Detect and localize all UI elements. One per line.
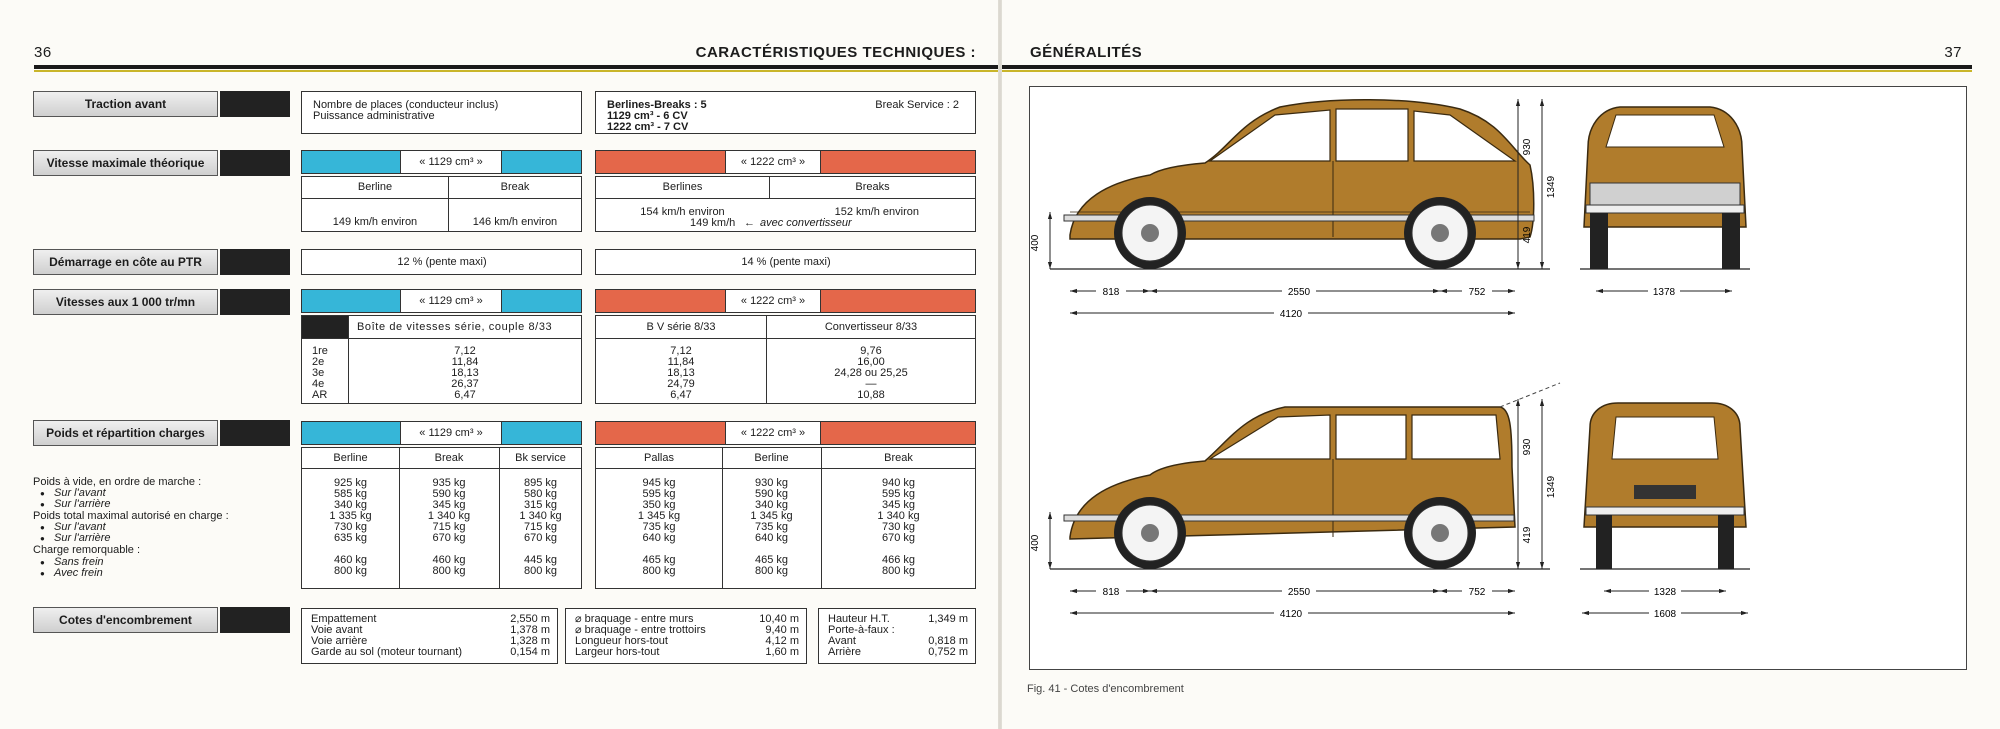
cotes-value: 1,349 m — [928, 613, 968, 625]
bv-1222-header: B V série 8/33 — [646, 321, 716, 333]
weight-value: 1 335 kg — [329, 510, 372, 522]
label-marker — [220, 91, 290, 117]
poids-col-bkservice-1129 — [499, 448, 582, 590]
weight-value: 800 kg — [881, 565, 916, 577]
ratio-1129: 6,47 — [454, 389, 476, 401]
weight-value: 730 kg — [881, 521, 916, 533]
vitesses-table-1222 — [595, 315, 976, 404]
weight-value: 460 kg — [432, 554, 466, 566]
weight-value: 640 kg — [642, 532, 676, 544]
weight-value: 800 kg — [523, 565, 558, 577]
poids-col-break-1222 — [821, 448, 976, 590]
ratio-1222: 11,84 — [667, 356, 695, 368]
bv-1129-header: Boîte de vitesses série, couple 8/33 — [357, 321, 553, 333]
dim-419-bottom: 419 — [1522, 526, 1533, 544]
cotes-label: Avant — [828, 635, 856, 647]
dim-2550-bottom: 2550 — [1287, 587, 1311, 598]
vitesses-table-1129 — [301, 315, 582, 404]
dim-1328: 1328 — [1653, 587, 1677, 598]
weight-value: 735 kg — [754, 521, 789, 533]
traction-box-2 — [595, 91, 976, 134]
col-break: Break — [434, 452, 464, 464]
cotes-box-2 — [565, 608, 807, 664]
weight-value: 735 kg — [642, 521, 676, 533]
poids-row-label: Sur l'arrière — [54, 532, 111, 544]
poids-row-label: Sur l'avant — [54, 487, 106, 499]
engine-1222-label: « 1222 cm³ » — [725, 421, 821, 445]
engine-1222-label: « 1222 cm³ » — [725, 289, 821, 313]
weight-value: 895 kg — [523, 477, 558, 489]
weight-value: 1 340 kg — [877, 510, 920, 522]
engine-1129-label: « 1129 cm³ » — [400, 289, 502, 313]
label-cotes: Cotes d'encombrement — [33, 607, 218, 633]
dim-1378: 1378 — [1652, 287, 1676, 298]
ratio-1129: 18,13 — [451, 367, 479, 379]
header-rule-accent — [1002, 70, 1972, 72]
gear-ar: AR — [312, 389, 328, 401]
engine-1222-label: « 1222 cm³ » — [725, 150, 821, 174]
page-number-left: 36 — [34, 44, 52, 61]
weight-value: 1 345 kg — [750, 510, 793, 522]
cv-1222: 1222 cm³ - 7 CV — [607, 121, 689, 133]
cotes-label: Porte-à-faux : — [828, 624, 895, 636]
bullet-icon: ● — [40, 489, 45, 498]
cotes-value: 1,60 m — [765, 646, 799, 658]
weight-value: 930 kg — [754, 477, 789, 489]
cotes-value: 4,12 m — [765, 635, 799, 647]
engine-1129-label: « 1129 cm³ » — [400, 421, 502, 445]
dim-818-bottom: 818 — [1102, 587, 1120, 598]
weight-value: 800 kg — [754, 565, 789, 577]
ratio-conv: 9,76 — [860, 345, 882, 357]
weight-value: 730 kg — [333, 521, 368, 533]
poids-row-label: Charge remorquable : — [33, 544, 141, 556]
poids-col-pallas-1222 — [596, 448, 722, 590]
cotes-label: Hauteur H.T. — [828, 613, 890, 625]
dim-419-top: 419 — [1522, 226, 1533, 244]
label-demarrage: Démarrage en côte au PTR — [33, 249, 218, 275]
rear-window — [1612, 417, 1718, 459]
cv-1129: 1129 cm³ - 6 CV — [607, 110, 688, 122]
cotes-box-1 — [301, 608, 558, 664]
weight-value: 350 kg — [642, 499, 676, 511]
arrow-icon: ← — [744, 217, 755, 229]
weight-value: 340 kg — [754, 499, 789, 511]
ratio-conv: 16,00 — [857, 356, 885, 368]
weight-value: 345 kg — [432, 499, 466, 511]
weight-value: 466 kg — [881, 554, 916, 566]
dim-752-bottom: 752 — [1468, 587, 1486, 598]
weight-value: 670 kg — [432, 532, 466, 544]
berline-front-view — [1584, 107, 1746, 269]
gear-3: 3e — [312, 367, 325, 379]
ratio-1129: 11,84 — [451, 356, 479, 368]
gear-4: 4e — [312, 378, 325, 390]
weight-value: 595 kg — [881, 488, 916, 500]
ratio-conv: 10,88 — [857, 389, 885, 401]
v-berline-1222: 154 km/h environ — [640, 206, 725, 218]
label-marker — [220, 289, 290, 315]
col-pallas: Pallas — [644, 452, 674, 464]
bullet-icon: ● — [40, 500, 45, 509]
weight-value: 465 kg — [642, 554, 676, 566]
cotes-value: 0,818 m — [928, 635, 968, 647]
label-marker — [220, 249, 290, 275]
col-break: Break — [884, 452, 913, 464]
poids-row-label: Sur l'arrière — [54, 498, 111, 510]
weight-value: 340 kg — [333, 499, 368, 511]
poids-row-label: Avec frein — [54, 567, 103, 579]
cotes-label: Empattement — [311, 613, 377, 625]
weight-value: 580 kg — [523, 488, 558, 500]
demarrage-1222: 14 % (pente maxi) — [741, 256, 831, 268]
weight-value: 1 345 kg — [637, 510, 681, 522]
cotes-label: Garde au sol (moteur tournant) — [311, 646, 463, 658]
cotes-label: ⌀ braquage - entre murs — [575, 613, 694, 625]
left-page — [0, 0, 998, 729]
weight-value: 670 kg — [523, 532, 558, 544]
tailgate-open-dash — [1500, 383, 1560, 407]
weight-value: 940 kg — [881, 477, 916, 489]
ratio-1222: 6,47 — [670, 389, 692, 401]
places-value: Berlines-Breaks : 5 — [607, 99, 707, 111]
weight-value: 595 kg — [642, 488, 676, 500]
dim-400-top: 400 — [1030, 234, 1041, 252]
dim-930-top: 930 — [1522, 138, 1533, 156]
header-rule-accent — [34, 70, 998, 72]
window-middle — [1336, 109, 1408, 161]
break-side-view — [1064, 383, 1560, 569]
vitesse-table-1129 — [301, 176, 582, 232]
header-rule — [34, 65, 998, 69]
weight-value: 715 kg — [523, 521, 558, 533]
dim-1349-bottom: 1349 — [1546, 475, 1557, 499]
label-marker — [220, 607, 290, 633]
col-bk-service: Bk service — [515, 452, 566, 464]
puissance-label: Puissance administrative — [313, 110, 435, 122]
poids-row-label: Poids total maximal autorisé en charge : — [33, 510, 229, 522]
gear-1: 1re — [312, 345, 328, 357]
v-conv-note: avec convertisseur — [760, 217, 852, 229]
demarrage-1129-box — [301, 249, 582, 275]
weight-value: 715 kg — [432, 521, 466, 533]
ratio-1222: 24,79 — [667, 378, 695, 390]
poids-col-berline-1129 — [302, 448, 399, 590]
plate — [1634, 485, 1696, 499]
page-header-right: GÉNÉRALITÉS — [1030, 44, 1143, 61]
col-berlines: Berlines — [662, 181, 703, 193]
weight-value: 925 kg — [333, 477, 368, 489]
v-conv-1222: 149 km/h — [690, 217, 736, 229]
cotes-label: Largeur hors-tout — [575, 646, 660, 658]
weight-value: 445 kg — [523, 554, 558, 566]
poids-row-label: Sans frein — [54, 556, 104, 568]
weight-value: 945 kg — [642, 477, 676, 489]
cotes-value: 10,40 m — [759, 613, 799, 625]
dim-930-bottom: 930 — [1522, 438, 1533, 456]
cotes-value: 0,154 m — [510, 646, 550, 658]
right-page — [1002, 0, 2000, 729]
weight-value: 590 kg — [432, 488, 466, 500]
col-breaks: Breaks — [855, 181, 890, 193]
poids-table-1129 — [301, 447, 582, 589]
ratio-conv: — — [865, 378, 877, 390]
label-poids: Poids et répartition charges — [33, 420, 218, 446]
col-berline: Berline — [333, 452, 368, 464]
conv-1222-header: Convertisseur 8/33 — [824, 321, 918, 333]
col-break: Break — [500, 181, 530, 193]
label-marker — [220, 420, 290, 446]
weight-value: 1 340 kg — [427, 510, 471, 522]
places-label: Nombre de places (conducteur inclus) — [313, 99, 499, 111]
places-service: Break Service : 2 — [875, 99, 959, 111]
cotes-label: Voie avant — [311, 624, 363, 636]
bullet-icon: ● — [40, 569, 45, 578]
ratio-1222: 18,13 — [667, 367, 695, 379]
ratio-1129: 7,12 — [454, 345, 476, 357]
bullet-icon: ● — [40, 558, 45, 567]
dim-1608: 1608 — [1653, 609, 1677, 620]
weight-value: 460 kg — [333, 554, 368, 566]
engine-1129-label: « 1129 cm³ » — [400, 150, 502, 174]
header-rule — [1002, 65, 1972, 69]
ratio-conv: 24,28 ou 25,25 — [834, 367, 908, 379]
windscreen — [1606, 115, 1724, 147]
weight-value: 935 kg — [432, 477, 466, 489]
demarrage-1129: 12 % (pente maxi) — [397, 256, 487, 268]
bullet-icon: ● — [40, 523, 45, 532]
cotes-label: ⌀ braquage - entre trottoirs — [575, 624, 706, 636]
dim-818-top: 818 — [1102, 287, 1120, 298]
poids-row-label: Sur l'avant — [54, 521, 106, 533]
label-vitesse-max: Vitesse maximale théorique — [33, 150, 218, 176]
berline-side-view — [1064, 100, 1534, 269]
cotes-label: Longueur hors-tout — [575, 635, 668, 647]
cotes-value: 1,328 m — [510, 635, 550, 647]
weight-value: 800 kg — [333, 565, 368, 577]
v-berline-1129: 149 km/h environ — [332, 216, 418, 228]
weight-value: 315 kg — [523, 499, 558, 511]
poids-table-1222 — [595, 447, 976, 589]
weight-value: 635 kg — [333, 532, 368, 544]
dimension-drawing — [1030, 87, 1966, 669]
weight-value: 670 kg — [881, 532, 916, 544]
weight-value: 800 kg — [642, 565, 676, 577]
label-vitesses-1000: Vitesses aux 1 000 tr/mn — [33, 289, 218, 315]
weight-value: 585 kg — [333, 488, 368, 500]
bullet-icon: ● — [40, 534, 45, 543]
weight-value: 590 kg — [754, 488, 789, 500]
cotes-label: Arrière — [828, 646, 862, 658]
demarrage-1222-box — [595, 249, 976, 275]
weight-value: 640 kg — [754, 532, 789, 544]
grille — [1590, 183, 1740, 205]
cotes-value: 2,550 m — [510, 613, 550, 625]
dim-4120-bottom: 4120 — [1279, 609, 1303, 620]
vitesse-table-1222 — [595, 176, 976, 232]
dim-2550-top: 2550 — [1287, 287, 1311, 298]
cotes-value: 0,752 m — [928, 646, 968, 658]
dim-400-bottom: 400 — [1030, 534, 1041, 552]
ratio-1129: 26,37 — [451, 378, 479, 390]
poids-row-label: Poids à vide, en ordre de marche : — [33, 476, 202, 488]
weight-value: 800 kg — [432, 565, 466, 577]
poids-col-berline-1222 — [722, 448, 821, 590]
v-break-1222: 152 km/h environ — [834, 206, 919, 218]
cotes-value: 1,378 m — [510, 624, 550, 636]
weight-value: 465 kg — [754, 554, 789, 566]
dim-752-top: 752 — [1468, 287, 1486, 298]
figure-caption: Fig. 41 - Cotes d'encombrement — [1027, 683, 1184, 695]
page-header-left: CARACTÉRISTIQUES TECHNIQUES : — [695, 44, 976, 61]
v-break-1129: 146 km/h environ — [472, 216, 558, 228]
cotes-value: 9,40 m — [765, 624, 799, 636]
col-berline: Berline — [754, 452, 789, 464]
weight-value: 345 kg — [881, 499, 916, 511]
dim-4120-top: 4120 — [1279, 309, 1303, 320]
ratio-1222: 7,12 — [670, 345, 692, 357]
traction-box-1 — [301, 91, 582, 134]
weight-value: 1 340 kg — [519, 510, 562, 522]
label-traction-avant: Traction avant — [33, 91, 218, 117]
poids-col-break-1129 — [399, 448, 499, 590]
page-number-right: 37 — [1944, 44, 1962, 61]
cotes-label: Voie arrière — [311, 635, 368, 647]
figure-frame — [1029, 86, 1967, 670]
cotes-box-3 — [818, 608, 976, 664]
dim-1349-top: 1349 — [1546, 175, 1557, 199]
gear-2: 2e — [312, 356, 325, 368]
label-marker — [220, 150, 290, 176]
break-rear-view — [1584, 403, 1746, 569]
col-berline: Berline — [357, 181, 393, 193]
